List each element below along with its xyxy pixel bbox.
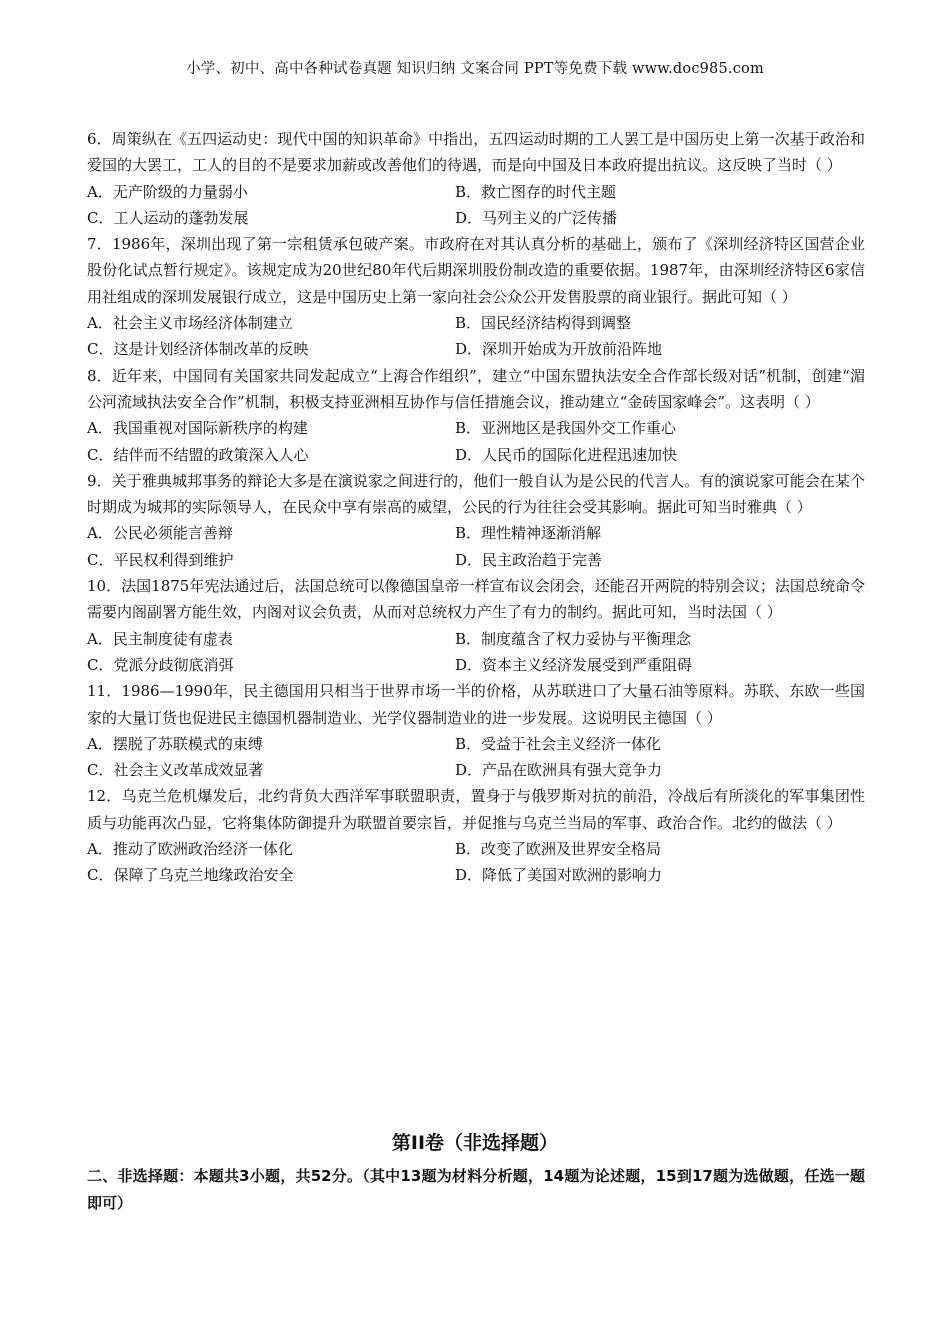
question-stem: 10．法国1875年宪法通过后，法国总统可以像德国皇帝一样宣布议会闭会，还能召开两院的特别会议；法国总统命令需要内阁副署方能生效，内阁对议会负责，从而对总统权力产生了有力的制约。据此可知，当时法国（ ） <box>87 577 865 622</box>
question-9 <box>87 468 865 573</box>
options-row <box>87 205 865 231</box>
option-d: D．深圳开始成为开放前沿阵地 <box>455 340 663 359</box>
option-c: C．保障了乌克兰地缘政治安全 <box>87 866 294 885</box>
option-c: C．工人运动的蓬勃发展 <box>87 208 249 227</box>
options-row <box>87 836 865 862</box>
options-row <box>87 757 865 783</box>
question-stem: 11．1986—1990年，民主德国用只相当于世界市场一半的价格，从苏联进口了大量石油等原料。苏联、东欧一些国家的大量订货也促进民主德国机器制造业、光学仪器制造业的进一步发展。这说明民主德国（ ） <box>87 682 865 727</box>
option-c: C．平民权利得到维护 <box>87 550 234 569</box>
options-row <box>87 626 865 652</box>
question-6 <box>87 126 865 231</box>
question-stem: 12．乌克兰危机爆发后，北约背负大西洋军事联盟职责，置身于与俄罗斯对抗的前沿，冷战后有所淡化的军事集团性质与功能再次凸显，它将集体防御提升为联盟首要宗旨，并促推与乌克兰当局的军事、政治合作。北约的做法（ ） <box>87 787 865 832</box>
question-11 <box>87 678 865 783</box>
question-12 <box>87 783 865 888</box>
options-row <box>87 652 865 678</box>
option-a: A．我国重视对国际新秩序的构建 <box>87 419 308 438</box>
option-c: C．党派分歧彻底消弭 <box>87 655 234 674</box>
option-a: A．推动了欧洲政治经济一体化 <box>87 840 293 859</box>
option-d: D．马列主义的广泛传播 <box>455 208 618 227</box>
option-d: D．降低了美国对欧洲的影响力 <box>455 866 663 885</box>
option-a: A．公民必须能言善辩 <box>87 524 233 543</box>
option-b: B．理性精神逐渐消解 <box>455 524 602 543</box>
option-c: C．结伴而不结盟的政策深入人心 <box>87 445 309 464</box>
options-row <box>87 862 865 888</box>
section-instructions: 二、非选择题：本题共3小题，共52分。（其中13题为材料分析题，14题为论述题，15到17题为选做题，任选一题即可） <box>87 1167 865 1212</box>
options-row <box>87 442 865 468</box>
question-stem: 7．1986年，深圳出现了第一宗租赁承包破产案。市政府在对其认真分析的基础上，颁布了《深圳经济特区国营企业股份化试点暂行规定》。该规定成为20世纪80年代后期深圳股份制改造的重要依据。1987年，由深圳经济特区6家信用社组成的深圳发展银行成立，这是中国历史上第一家向社会公众公开发售股票的商业银行。据此可知（ ） <box>87 235 865 306</box>
option-c: C．社会主义改革成效显著 <box>87 761 264 780</box>
option-a: A．社会主义市场经济体制建立 <box>87 314 293 333</box>
question-stem: 9．关于雅典城邦事务的辩论大多是在演说家之间进行的，他们一般自认为是公民的代言人。有的演说家可能会在某个时期成为城邦的实际领导人，在民众中享有崇高的威望，公民的行为往往会受其影响。据此可知当时雅典（ ） <box>87 471 865 517</box>
option-b: B．受益于社会主义经济一体化 <box>455 734 662 753</box>
page-header: 小学、初中、高中各种试卷真题 知识归纳 文案合同 PPT等免费下载 www.doc985.com <box>186 61 764 77</box>
question-7 <box>87 231 865 362</box>
option-b: B．国民经济结构得到调整 <box>455 314 632 333</box>
section-title: 第II卷（非选择题） <box>391 1132 559 1154</box>
question-list <box>87 126 865 889</box>
option-d: D．资本主义经济发展受到严重阻碍 <box>455 655 693 674</box>
options-row <box>87 415 865 441</box>
option-a: A．无产阶级的力量弱小 <box>87 182 248 201</box>
options-row <box>87 310 865 336</box>
options-row <box>87 731 865 757</box>
question-8 <box>87 363 865 468</box>
options-row <box>87 336 865 362</box>
option-b: B．改变了欧洲及世界安全格局 <box>455 840 662 859</box>
option-b: B．制度蕴含了权力妥协与平衡理念 <box>455 629 692 648</box>
option-a: A．民主制度徒有虚表 <box>87 629 233 648</box>
options-row <box>87 179 865 205</box>
options-row <box>87 520 865 546</box>
question-stem: 6．周策纵在《五四运动史：现代中国的知识革命》中指出，五四运动时期的工人罢工是中国历史上第一次基于政治和爱国的大罢工，工人的目的不是要求加薪或改善他们的待遇，而是向中国及日本政府提出抗议。这反映了当时（ ） <box>87 130 865 175</box>
option-d: D．人民币的国际化进程迅速加快 <box>455 445 678 464</box>
option-b: B．救亡图存的时代主题 <box>455 182 617 201</box>
option-c: C．这是计划经济体制改革的反映 <box>87 340 309 359</box>
question-10 <box>87 573 865 678</box>
question-stem: 8．近年来，中国同有关国家共同发起成立“上海合作组织”，建立“中国东盟执法安全合作部长级对话”机制，创建“湄公河流域执法安全合作”机制，积极支持亚洲相互协作与信任措施会议，推动建立“金砖国家峰会”。这表明（ ） <box>87 366 865 411</box>
options-row <box>87 547 865 573</box>
option-a: A．摆脱了苏联模式的束缚 <box>87 734 263 753</box>
option-d: D．产品在欧洲具有强大竞争力 <box>455 761 663 780</box>
option-b: B．亚洲地区是我国外交工作重心 <box>455 419 677 438</box>
option-d: D．民主政治趋于完善 <box>455 550 603 569</box>
